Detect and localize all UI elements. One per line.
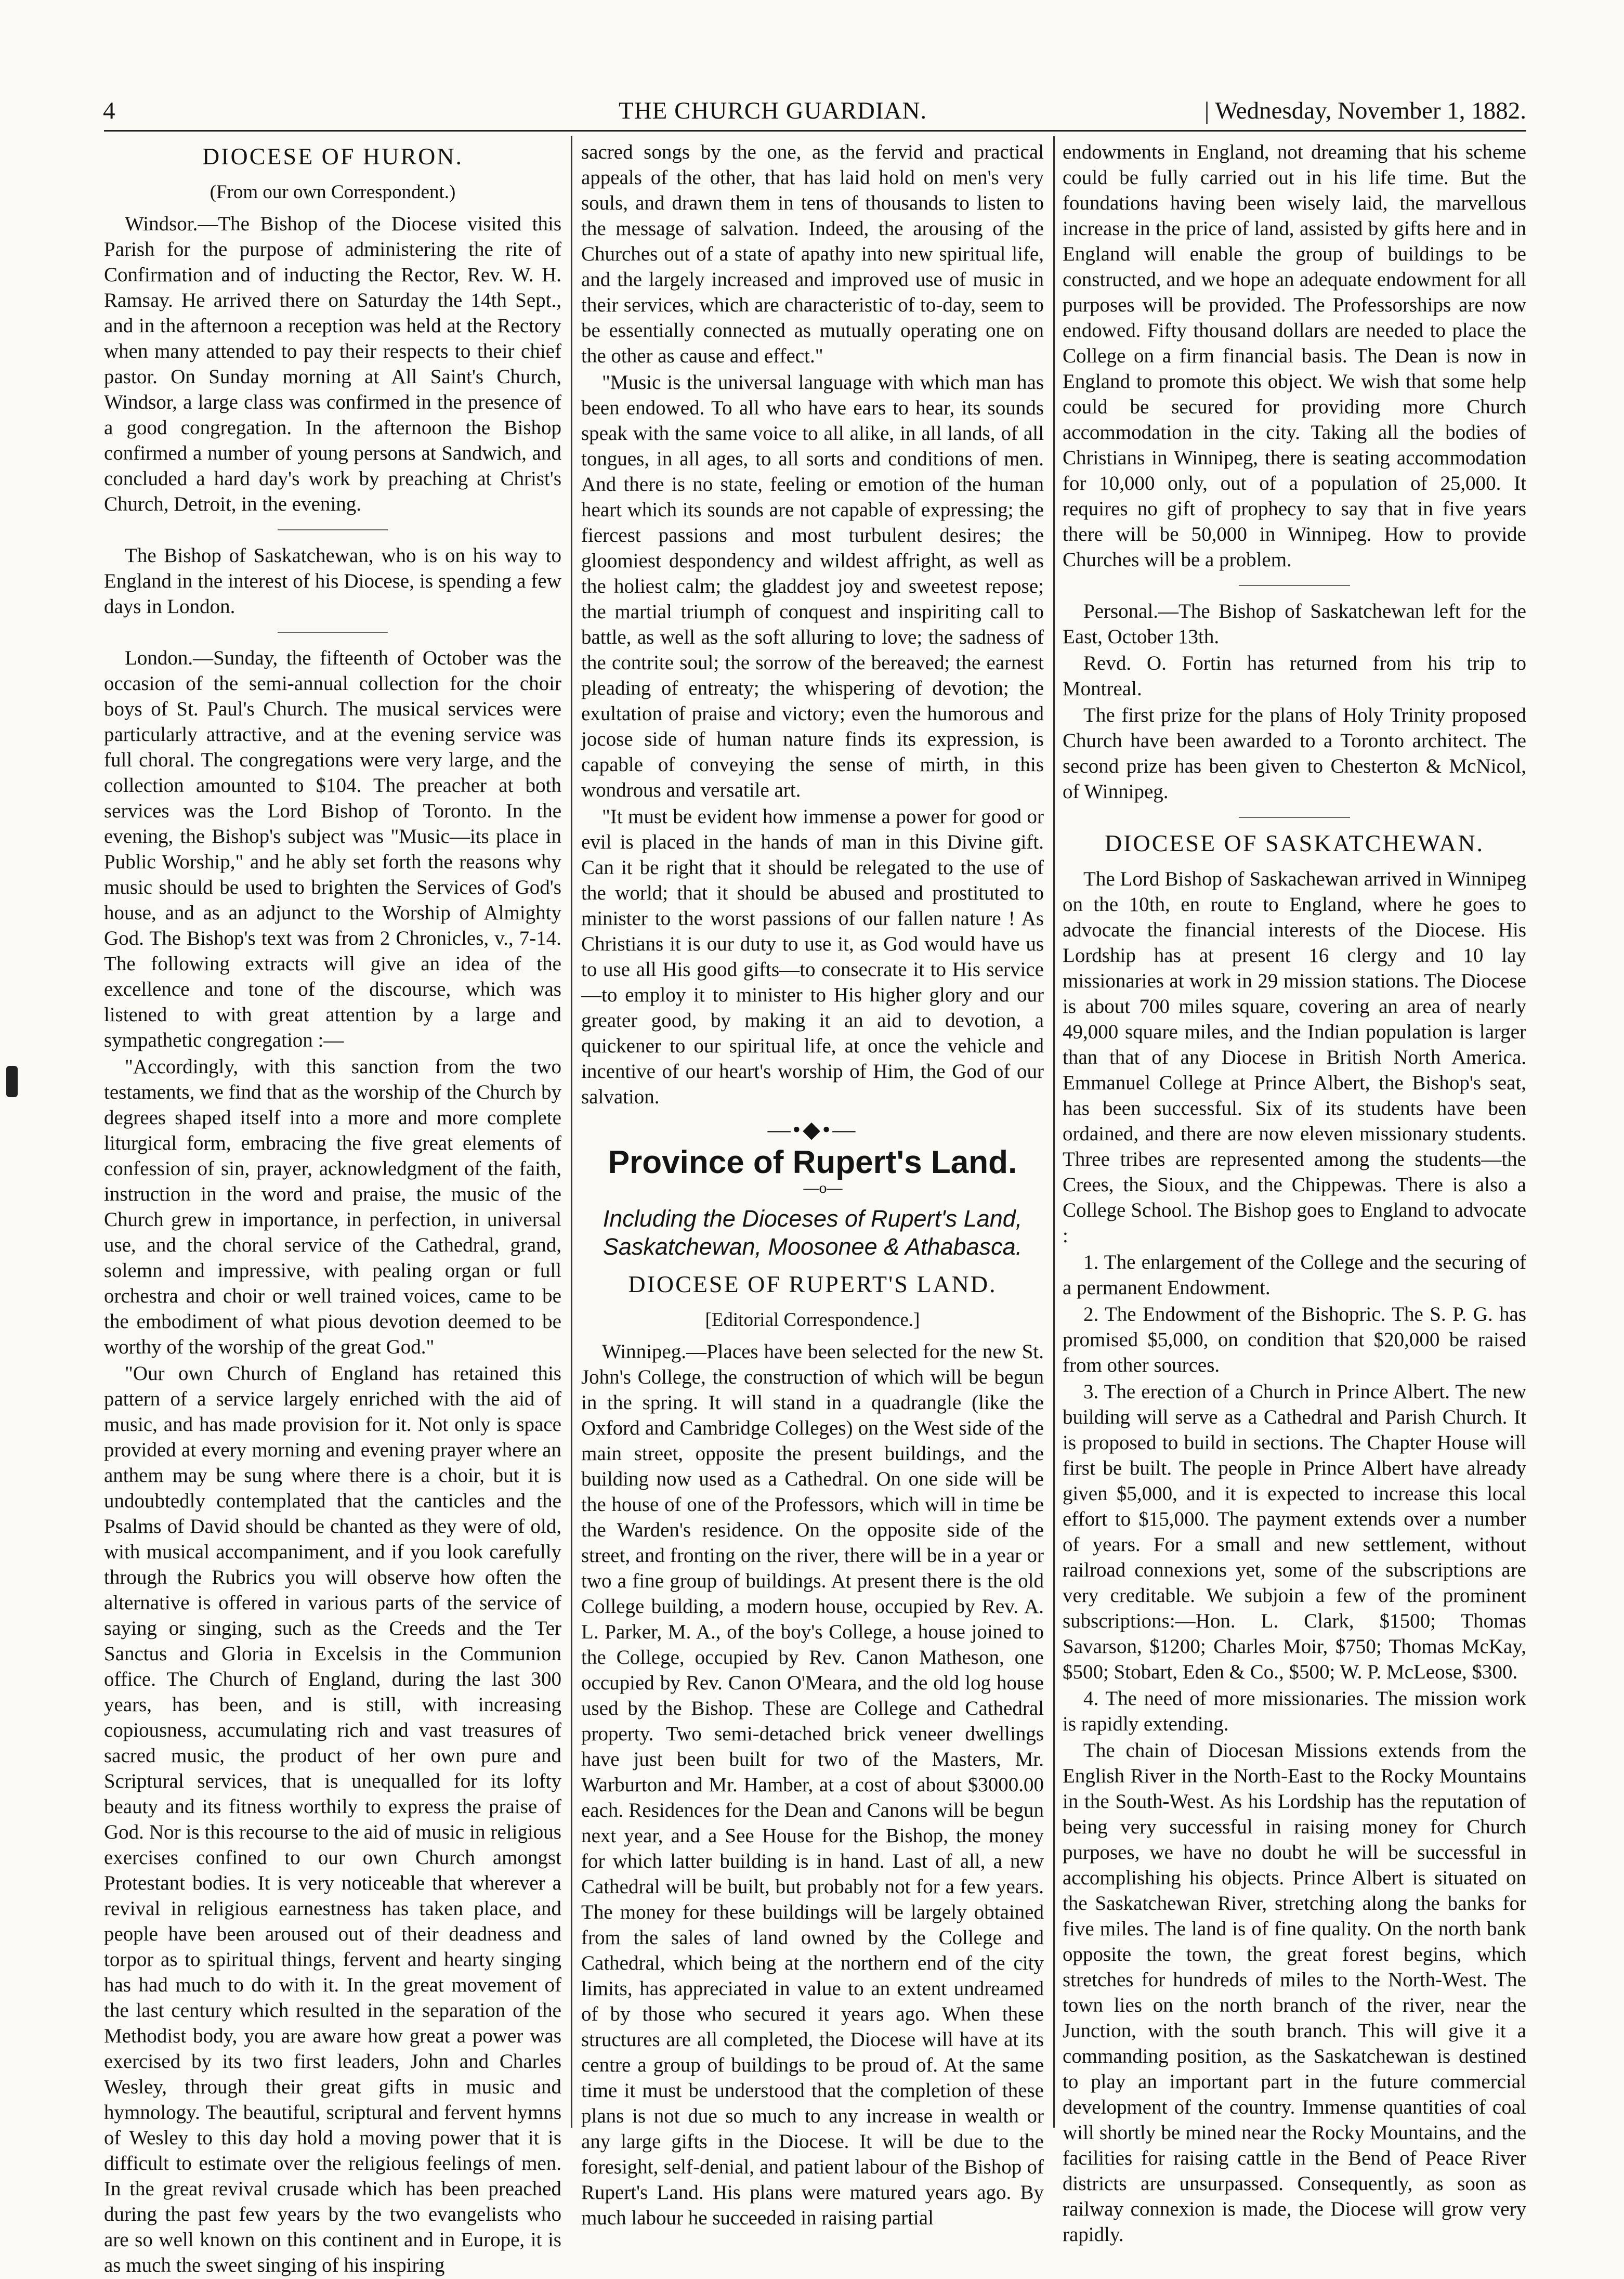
- issue-date: | Wednesday, November 1, 1882.: [1204, 97, 1526, 124]
- article-holy-trinity: The first prize for the plans of Holy Trinity proposed Church have been awarded to a Toronto architect. The second prize has been given to Chesterton & McNicol, of Winnipeg.: [1063, 704, 1526, 803]
- article-personal: Personal.—The Bishop of Saskatchewan left for the East, October 13th.: [1063, 600, 1526, 648]
- column-divider-1: [571, 136, 572, 2128]
- article-diocesan-missions: The chain of Diocesan Missions extends from the English River in the North-East to the Rocky Mountains in the South-West. As his Lordship has the reputation of being very successful in raising money for Church purposes, we have no doubt he will be successful in accomplishing his objects. Prince Albert is situated on the Saskatchewan River, stretching along the banks for five miles. The land is of fine quality. On the north bank opposite the town, the great forest begins, which stretches for hundreds of miles to the North-West. The town lies on the north branch of the river, near the Junction, with the south branch. This will give it a commanding position, as the Saskatchewan is destined to play an important part in the future commercial development of the country. Immense quantities of coal will shortly be mined near the Rocky Mountains, and the facilities for raising cattle in the Bend of Peace River districts are unsurpassed. Consequently, as soon as railway connexion is made, the Diocese will grow very rapidly.: [1063, 1739, 1526, 2246]
- sermon-extract-1: "Accordingly, with this sanction from the two testaments, we find that as the worship of the Church by degrees shaped itself into a more and more complete liturgical form, embracing the five great elements of confession of sin, prayer, acknowledgment of the faith, instruction in the word and praise, the music of the Church grew in importance, in perfection, in universal use, and the choral service of the Cathedral, grand, solemn and impressive, with pealing organ or full orchestra and choir or well trained voices, came to be the embodiment of what pious devotion deemed to be worthy of the worship of the great God.": [104, 1056, 561, 1358]
- article-windsor: Windsor.—The Bishop of the Diocese visited this Parish for the purpose of administering the rite of Confirmation and of inducting the Rector, Rev. W. H. Ramsay. He arrived there on Saturday the 14th Sept., and in the afternoon a reception was held at the Rectory when many attended to pay their respects to their chief pastor. On Sunday morning at All Saint's Church, Windsor, a large class was confirmed in the presence of a good congregation. In the afternoon the Bishop confirmed a number of young persons at Sandwich, and concluded a hard day's work by preaching at Christ's Church, Detroit, in the evening.: [104, 213, 561, 515]
- masthead: THE CHURCH GUARDIAN.: [619, 97, 927, 124]
- heading-diocese-huron: DIOCESE OF HURON.: [202, 143, 464, 170]
- article-london: London.—Sunday, the fifteenth of October was the occasion of the semi-annual collection for the choir boys of St. Paul's Church. The musical services were particularly attractive, and at the evening service was full choral. The congregations were very large, and the collection amounted to $104. The preacher at both services was the Lord Bishop of Toronto. In the evening, the Bishop's subject was "Music—its place in Public Worship," and he ably set forth the reasons why music should be used to brighten the Services of God's house, and as an adjunct to the Worship of Almighty God. The Bishop's text was from 2 Chronicles, v., 7-14. The following extracts will give an idea of the excellence and tone of the discourse, which was listened to with great attention by a large and sympathetic congregation :—: [104, 647, 561, 1051]
- article-fortin: Revd. O. Fortin has returned from his trip to Montreal.: [1063, 652, 1526, 700]
- header-rule: [104, 130, 1526, 132]
- list-item: 1. The enlargement of the College and the securing of a permanent Endowment.: [1063, 1251, 1526, 1299]
- heading-diocese-ruperts-land: DIOCESE OF RUPERT'S LAND.: [628, 1271, 997, 1297]
- heading-diocese-saskatchewan: DIOCESE OF SASKATCHEWAN.: [1104, 830, 1485, 856]
- advocacy-list: [1063, 1249, 1526, 1737]
- separator: [278, 529, 387, 530]
- column-2: [581, 139, 1044, 2232]
- list-item: 3. The erection of a Church in Prince Albert. The new building will serve as a Cathedral and Parish Church. It is proposed to build in sections. The Chapter House will first be built. The people in Prince Albert have already given $5,000, and it is expected to increase this local effort to $15,000. The payment extends over a number of years. For a small and new settlement, without railroad connexions yet, some of the subscriptions are very creditable. We subjoin a few of the prominent subscriptions:—Hon. L. Clark, $1500; Thomas Savarson, $1200; Charles Moir, $750; Thomas McKay, $500; Stobart, Eden & Co., $500; W. P. McLeose, $300.: [1063, 1381, 1526, 1683]
- province-ornament: —o—: [803, 1179, 843, 1196]
- article-winnipeg: Winnipeg.—Places have been selected for the new St. John's College, the construction of which will be begun in the spring. It will stand in a quadrangle (like the Oxford and Cambridge Colleges) on the West side of the main street, opposite the present buildings, and the building now used as a Cathedral. On one side will be the house of one of the Professors, which will in time be the Warden's residence. On the opposite side of the street, and fronting on the river, there will be in a year or two a fine group of buildings. At present there is the old College building, a modern house, occupied by Rev. A. L. Parker, M. A., of the boy's College, a house joined to the College, occupied by Rev. Canon Matheson, one occupied by Rev. Canon O'Meara, and the old log house used by the Bishop. These are College and Cathedral property. Two semi-detached brick veneer dwellings have just been built for two of the Masters, Mr. Warburton and Mr. Hamber, at a cost of about $3000.00 each. Residences for the Dean and Canons will be begun next year, and a See House for the Bishop, the money for which latter building is in hand. Last of all, a new Cathedral will be built, but probably not for a few years. The money for these buildings will be largely obtained from the sales of land owned by the College and Cathedral, which being at the northern end of the city limits, has appreciated in value to an extent undreamed of by those who secured it years ago. When these structures are all completed, the Diocese will have at its centre a group of buildings to be proud of. At the same time it must be understood that the completion of these plans is not due so much to any increase in wealth or any large gifts in the Diocese. It will be due to the foresight, self-denial, and patient labour of the Bishop of Rupert's Land. His plans were matured years ago. By much labour he succeeded in raising partial: [581, 1340, 1044, 2229]
- article-winnipeg-continued: endowments in England, not dreaming that his scheme could be fully carried out in his life time. But the foundations having been wisely laid, the marvellous increase in the price of land, assisted by gifts here and in England will enable the group of buildings to be constructed, and we hope an adequate endowment for all purposes will be provided. The Professorships are now endowed. Fifty thousand dollars are needed to place the College on a firm financial basis. The Dean is now in England to promote this object. We wish that some help could be secured for providing more Church accommodation in the city. Taking all the bodies of Christians in Winnipeg, there is seating accommodation for 10,000 only, out of a population of 25,000. It requires no gift of prophecy to say that in five years there will be 50,000 in Winnipeg. How to provide Churches will be a problem.: [1063, 141, 1526, 571]
- province-subtitle: Including the Dioceses of Rupert's Land, Saskatchewan, Moosonee & Athabasca.: [603, 1205, 1023, 1260]
- separator: [1239, 585, 1350, 586]
- separator: [278, 632, 387, 633]
- sermon-extract-3: "Music is the universal language with which man has been endowed. To all who have ears to hear, its sounds speak with the same voice to all alike, in all lands, of all tongues, in all ages, to all sorts and conditions of men. And there is no state, feeling or emotion of the human heart which its sounds are not capable of expressing; the fiercest passions and most turbulent desires; the gloomiest despondency and wildest affright, as well as the holiest calm; the gladdest joy and sweetest repose; the martial triumph of conquest and inspiriting call to battle, as well as the soft alluring to love; the sadness of the contrite soul; the sorrow of the bereaved; the earnest pleading of entreaty; the whispering of devotion; the exultation of praise and victory; even the humorous and jocose side of human nature finds its expression, is capable of conveying the sense of mirth, in this wondrous and versatile art.: [581, 371, 1044, 801]
- separator: [1239, 817, 1350, 818]
- binding-hole-mark: [6, 1066, 18, 1097]
- column-1: [104, 139, 561, 2279]
- sermon-extract-continued: sacred songs by the one, as the fervid and practical appeals of the other, that has laid hold on men's very souls, and drawn them in tens of thousands to listen to the message of salvation. Indeed, the arousing of the Churches out of a state of apathy into new spiritual life, and the largely increased and improved use of music in their services, which are characteristic of to-day, seem to be essentially connected as mutually operating one on the other as cause and effect.": [581, 141, 1044, 367]
- sermon-extract-2: "Our own Church of England has retained this pattern of a service largely enriched with the aid of music, and has made provision for it. Not only is space provided at every morning and evening prayer where an anthem may be sung where there is a choir, but it is undoubtedly contemplated that the canticles and the Psalms of David should be chanted as they were of old, with musical accompaniment, and if you look carefully through the Rubrics you will observe how often the alternative is offered in various parts of the service of saying or singing, such as the Creeds and the Ter Sanctus and Gloria in Excelsis in the Communion office. The Church of England, during the last 300 years, has been, and is still, with increasing copiousness, accumulating rich and vast treasures of sacred music, the product of her own pure and Scriptural services, that is unequalled for its lofty beauty and its fitness worthily to express the praise of God. Nor is this recourse to the aid of music in religious exercises confined to our own Church amongst Protestant bodies. It is very noticeable that wherever a revival in religious earnestness has taken place, and people have been aroused out of their deadness and torpor as to spiritual things, fervent and hearty singing has had much to do with it. In the great movement of the last century which resulted in the separation of the Methodist body, you are aware how great a power was exercised by its two first leaders, John and Charles Wesley, through their great gifts in music and hymnology. The beautiful, scriptural and fervent hymns of Wesley to this day hold a moving power that it is difficult to estimate over the religious feelings of men. In the great revival crusade which has been preached during the past few years by the two evangelists who are so well known on this continent and in Europe, it is as much the sweet singing of his inspiring: [104, 1362, 561, 2276]
- page-number: 4: [103, 97, 115, 124]
- ornamental-divider: —•◆•—: [767, 1117, 858, 1142]
- article-bishop-saskatchewan-london: The Bishop of Saskatchewan, who is on his way to England in the interest of his Diocese, is spending a few days in London.: [104, 544, 561, 618]
- column-divider-2: [1053, 136, 1055, 2128]
- column-3: [1063, 139, 1526, 2248]
- article-saskatchewan: The Lord Bishop of Saskachewan arrived in Winnipeg on the 10th, en route to England, where he goes to advocate the financial interests of the Diocese. His Lordship has at present 16 clergy and 10 lay missionaries at work in 29 mission stations. The Diocese is about 700 miles square, covering an area of nearly 49,000 square miles, and the Indian population is larger than that of any Diocese in British North America. Emmanuel College at Prince Albert, the Bishop's seat, has been successful. Six of its students have been ordained, and there are now eleven missionary students. Three tribes are represented among the students—the Crees, the Sioux, and the Chippewas. There is also a College School. The Bishop goes to England to advocate :: [1063, 868, 1526, 1247]
- province-title: Province of Rupert's Land.: [608, 1144, 1017, 1180]
- list-item: 2. The Endowment of the Bishopric. The S. P. G. has promised $5,000, on condition that $20,000 be raised from other sources.: [1063, 1303, 1526, 1376]
- list-item: 4. The need of more missionaries. The mission work is rapidly extending.: [1063, 1687, 1526, 1735]
- correspondent-note: (From our own Correspondent.): [209, 181, 456, 203]
- editorial-note: [Editorial Correspondence.]: [705, 1309, 920, 1331]
- sermon-extract-4: "It must be evident how immense a power for good or evil is placed in the hands of man in this Divine gift. Can it be right that it should be relegated to the use of the world; that it should be abused and prostituted to minister to the worst passions of our fallen nature ! As Christians it is our duty to use it, as God would have us to use all His good gifts—to consecrate it to His service —to employ it to minister to His higher glory and our greater good, by making it an aid to devotion, a quickener to our spiritual life, at once the vehicle and incentive of our heart's worship of Him, the God of our salvation.: [581, 805, 1044, 1108]
